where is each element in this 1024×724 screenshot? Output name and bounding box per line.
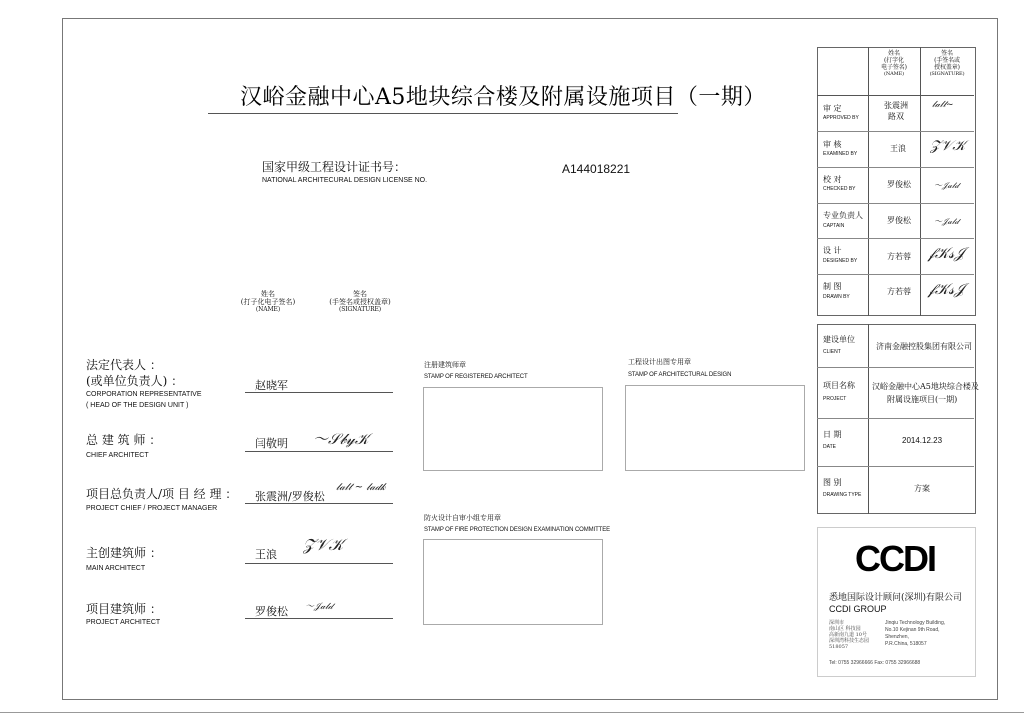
manager-line <box>245 503 393 504</box>
row-approved-name2: 路双 <box>888 112 904 121</box>
main-line <box>245 563 393 564</box>
stamp-architect-box <box>423 387 603 471</box>
row-line-2 <box>817 167 974 168</box>
row-checked-signature: 〜𝒥𝒶𝓁𝒹 <box>934 181 959 190</box>
main-label-en: MAIN ARCHITECT <box>86 565 146 572</box>
row-checked-label: 校 对 <box>823 175 842 184</box>
row-designed-en: DESIGNED BY <box>823 258 858 264</box>
company-phone: Tel: 0755 32966666 Fax: 0755 32966688 <box>829 660 921 666</box>
company-address-cn: 深圳市 南山区 科技园 高新南九道 10号 深圳湾科技生态园 518057 <box>829 620 870 650</box>
project-line <box>245 618 393 619</box>
chief-label-en: CHIEF ARCHITECT <box>86 452 149 459</box>
row-examined-signature: 𝒵𝒱𝒦 <box>930 138 966 154</box>
side-signature-header: 签名 (手签名或 授权盖章) (SIGNATURE) <box>929 50 965 77</box>
project-info-label: 项目名称 <box>823 381 855 390</box>
sign-table-col2 <box>920 47 921 316</box>
info-line-2 <box>817 418 974 419</box>
rep-label-cn2: (或单位负责人) ： <box>86 374 184 388</box>
manager-label-en: PROJECT CHIEF / PROJECT MANAGER <box>86 505 218 512</box>
name-column-header: 姓名 (打子化电子签名) (NAME) <box>240 290 296 313</box>
rep-line <box>245 392 393 393</box>
signature-column-header: 签名 (手签名或授权盖章) (SIGNATURE) <box>329 290 391 313</box>
stamp-architect-cn: 注册建筑师章 <box>424 361 466 369</box>
project-info-en: PROJECT <box>823 396 847 402</box>
row-designed-label: 设 计 <box>823 246 842 255</box>
row-examined-label: 审 核 <box>823 140 842 149</box>
company-address-en: Jinqiu Technology Building, No.10 Kejinan 9th Road, Shenzhen, P.R.China, 518057 <box>885 620 946 647</box>
row-captain-en: CAPTAIN <box>823 223 845 229</box>
main-name: 王浪 <box>255 548 277 561</box>
row-designed-signature: 𝒻𝒦𝓈𝒥 <box>928 244 965 262</box>
client-label: 建设单位 <box>823 335 855 344</box>
chief-signature: 〜𝒮𝒷𝓎𝒦 <box>313 430 369 448</box>
license-number: A144018221 <box>562 162 631 176</box>
row-approved-en: APPROVED BY <box>823 115 859 121</box>
drawing-type-value: 方案 <box>914 484 930 493</box>
rep-label-en2: ( HEAD OF THE DESIGN UNIT ) <box>86 402 189 409</box>
row-line-1 <box>817 131 974 132</box>
project-signature: 〜𝒥𝒶𝓁𝒹 <box>305 602 333 612</box>
drawing-title: 汉峪金融中心A5地块综合楼及附属设施项目（一期） <box>240 85 766 110</box>
chief-name: 闫敬明 <box>255 437 288 450</box>
info-line-3 <box>817 466 974 467</box>
row-line-5 <box>817 274 974 275</box>
row-examined-name: 王浪 <box>890 144 906 153</box>
stamp-design-box <box>625 385 805 471</box>
date-en: DATE <box>823 444 836 450</box>
project-label-en: PROJECT ARCHITECT <box>86 619 161 626</box>
row-drawn-signature: 𝒻𝒦𝓈𝒥 <box>928 280 965 298</box>
row-captain-signature: 〜𝒥𝒶𝓁𝒹 <box>934 217 959 226</box>
manager-label-cn: 项目总负责人/项 目 经 理 ： <box>86 487 238 501</box>
drawing-type-en: DRAWING TYPE <box>823 492 862 498</box>
stamp-architect-en: STAMP OF REGISTERED ARCHITECT <box>424 374 528 380</box>
row-approved-name: 张震洲 <box>884 101 908 110</box>
row-captain-label: 专业负责人 <box>823 211 863 220</box>
sign-table-col1 <box>868 47 869 316</box>
chief-label-cn: 总 建 筑 师 ： <box>86 433 162 447</box>
client-en: CLIENT <box>823 349 841 355</box>
row-line-3 <box>817 203 974 204</box>
row-checked-name: 罗俊松 <box>887 180 911 189</box>
company-name-en: CCDI GROUP <box>829 604 887 614</box>
company-name-cn: 悉地国际设计顾问(深圳)有限公司 <box>829 593 963 603</box>
license-label-en: NATIONAL ARCHITECURAL DESIGN LICENSE NO. <box>262 177 428 184</box>
row-drawn-name: 方若蓉 <box>887 287 911 296</box>
row-checked-en: CHECKED BY <box>823 186 856 192</box>
project-name: 罗俊松 <box>255 605 288 618</box>
stamp-design-en: STAMP OF ARCHITECTURAL DESIGN <box>628 372 732 378</box>
license-label-cn: 国家甲级工程设计证书号： <box>262 160 407 174</box>
row-captain-name: 罗俊松 <box>887 216 911 225</box>
project-info-value: 汉峪金融中心A5地块综合楼及 <box>872 382 979 391</box>
stamp-design-cn: 工程设计出图专用章 <box>628 358 691 366</box>
title-underline <box>208 113 678 114</box>
chief-line <box>245 451 393 452</box>
main-label-cn: 主创建筑师 ： <box>86 546 162 560</box>
main-signature: 𝒵𝒱𝒦 <box>303 535 344 554</box>
rep-label-en: CORPORATION REPRESENTATIVE <box>86 391 202 398</box>
date-value: 2014.12.23 <box>902 436 943 445</box>
row-examined-en: EXAMINED BY <box>823 151 858 157</box>
ccdi-logo: CCDI <box>855 538 935 579</box>
row-designed-name: 方若蓉 <box>887 252 911 261</box>
rep-name: 赵晓军 <box>255 379 288 392</box>
project-info-value2: 附属设施项目(一期) <box>887 395 958 404</box>
client-value: 济南金融控股集团有限公司 <box>876 342 972 351</box>
row-drawn-label: 制 图 <box>823 282 842 291</box>
stamp-fire-box <box>423 539 603 625</box>
side-name-header: 姓名 (打字化 电子签名) (NAME) <box>881 50 907 77</box>
row-approved-signature: 𝓁𝒶𝓁𝓉~ <box>932 100 954 110</box>
side-header-line <box>817 95 974 96</box>
stamp-fire-cn: 防火设计自审小组专用章 <box>424 514 501 522</box>
project-label-cn: 项目建筑师 ： <box>86 602 162 616</box>
stamp-fire-en: STAMP OF FIRE PROTECTION DESIGN EXAMINATION COMMITTEE <box>424 527 611 533</box>
row-drawn-en: DRAWN BY <box>823 294 850 300</box>
drawing-type-label: 图 别 <box>823 478 842 487</box>
bottom-rule <box>0 712 1024 713</box>
manager-signature: 𝓁𝒶𝓁𝓉 ~ 𝓁𝒶𝒹𝓀 <box>336 482 386 493</box>
date-label: 日 期 <box>823 430 842 439</box>
manager-name: 张震洲/罗俊松 <box>255 490 325 503</box>
project-info-divider <box>868 324 869 514</box>
info-line-1 <box>817 367 974 368</box>
row-line-4 <box>817 238 974 239</box>
row-approved-label: 审 定 <box>823 104 842 113</box>
rep-label-cn: 法定代表人 ： <box>86 358 162 372</box>
